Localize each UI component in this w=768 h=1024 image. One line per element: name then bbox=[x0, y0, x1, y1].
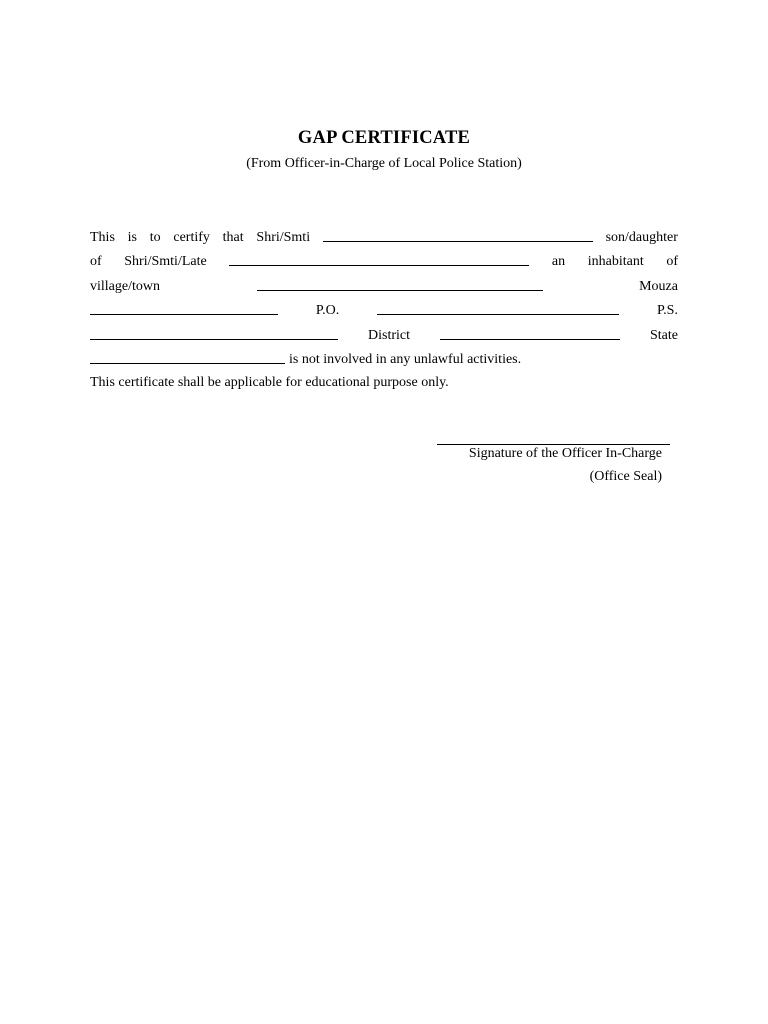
certificate-line-4 bbox=[90, 300, 678, 318]
name-blank[interactable] bbox=[323, 228, 593, 242]
label-district: District bbox=[368, 328, 410, 343]
document-subtitle: (From Officer-in-Charge of Local Police Station) bbox=[246, 156, 522, 171]
document-title: GAP CERTIFICATE bbox=[297, 128, 471, 148]
certificate-line-1 bbox=[90, 227, 678, 245]
label-po: P.O. bbox=[315, 303, 340, 318]
label-village-town: village/town bbox=[90, 279, 160, 294]
word-an: an bbox=[551, 254, 566, 269]
certificate-line-3 bbox=[90, 276, 678, 294]
certificate-line-5 bbox=[90, 325, 678, 343]
word-inhabitant: inhabitant bbox=[587, 254, 644, 269]
parent-name-blank[interactable] bbox=[229, 252, 529, 266]
certificate-line-2 bbox=[90, 251, 678, 269]
po-blank[interactable] bbox=[377, 301, 619, 315]
village-blank[interactable] bbox=[257, 277, 543, 291]
word-of-2: of bbox=[666, 254, 678, 269]
label-ps: P.S. bbox=[656, 303, 678, 318]
label-state: State bbox=[650, 328, 678, 343]
state-blank[interactable] bbox=[90, 350, 285, 364]
word-certify: certify bbox=[173, 230, 210, 245]
district-blank[interactable] bbox=[440, 326, 620, 340]
certificate-line-7 bbox=[90, 374, 678, 392]
word-of: of bbox=[90, 254, 102, 269]
word-that: that bbox=[222, 230, 244, 245]
word-to: to bbox=[149, 230, 161, 245]
ps-blank[interactable] bbox=[90, 326, 338, 340]
label-shri-smti-late: Shri/Smti/Late bbox=[124, 254, 207, 269]
label-mouza: Mouza bbox=[639, 279, 678, 294]
label-shri-smti: Shri/Smti bbox=[256, 230, 311, 245]
word-is: is bbox=[127, 230, 137, 245]
statement-purpose: This certificate shall be applicable for educational purpose only. bbox=[90, 375, 449, 390]
certificate-line-6 bbox=[90, 349, 678, 367]
mouza-blank[interactable] bbox=[90, 301, 278, 315]
word-this: This bbox=[90, 230, 115, 245]
signature-line[interactable] bbox=[437, 444, 670, 445]
office-seal-label: (Office Seal) bbox=[589, 469, 662, 484]
statement-unlawful: is not involved in any unlawful activities. bbox=[289, 352, 522, 367]
label-son-daughter: son/daughter bbox=[605, 230, 678, 245]
signature-label: Signature of the Officer In-Charge bbox=[468, 446, 662, 461]
